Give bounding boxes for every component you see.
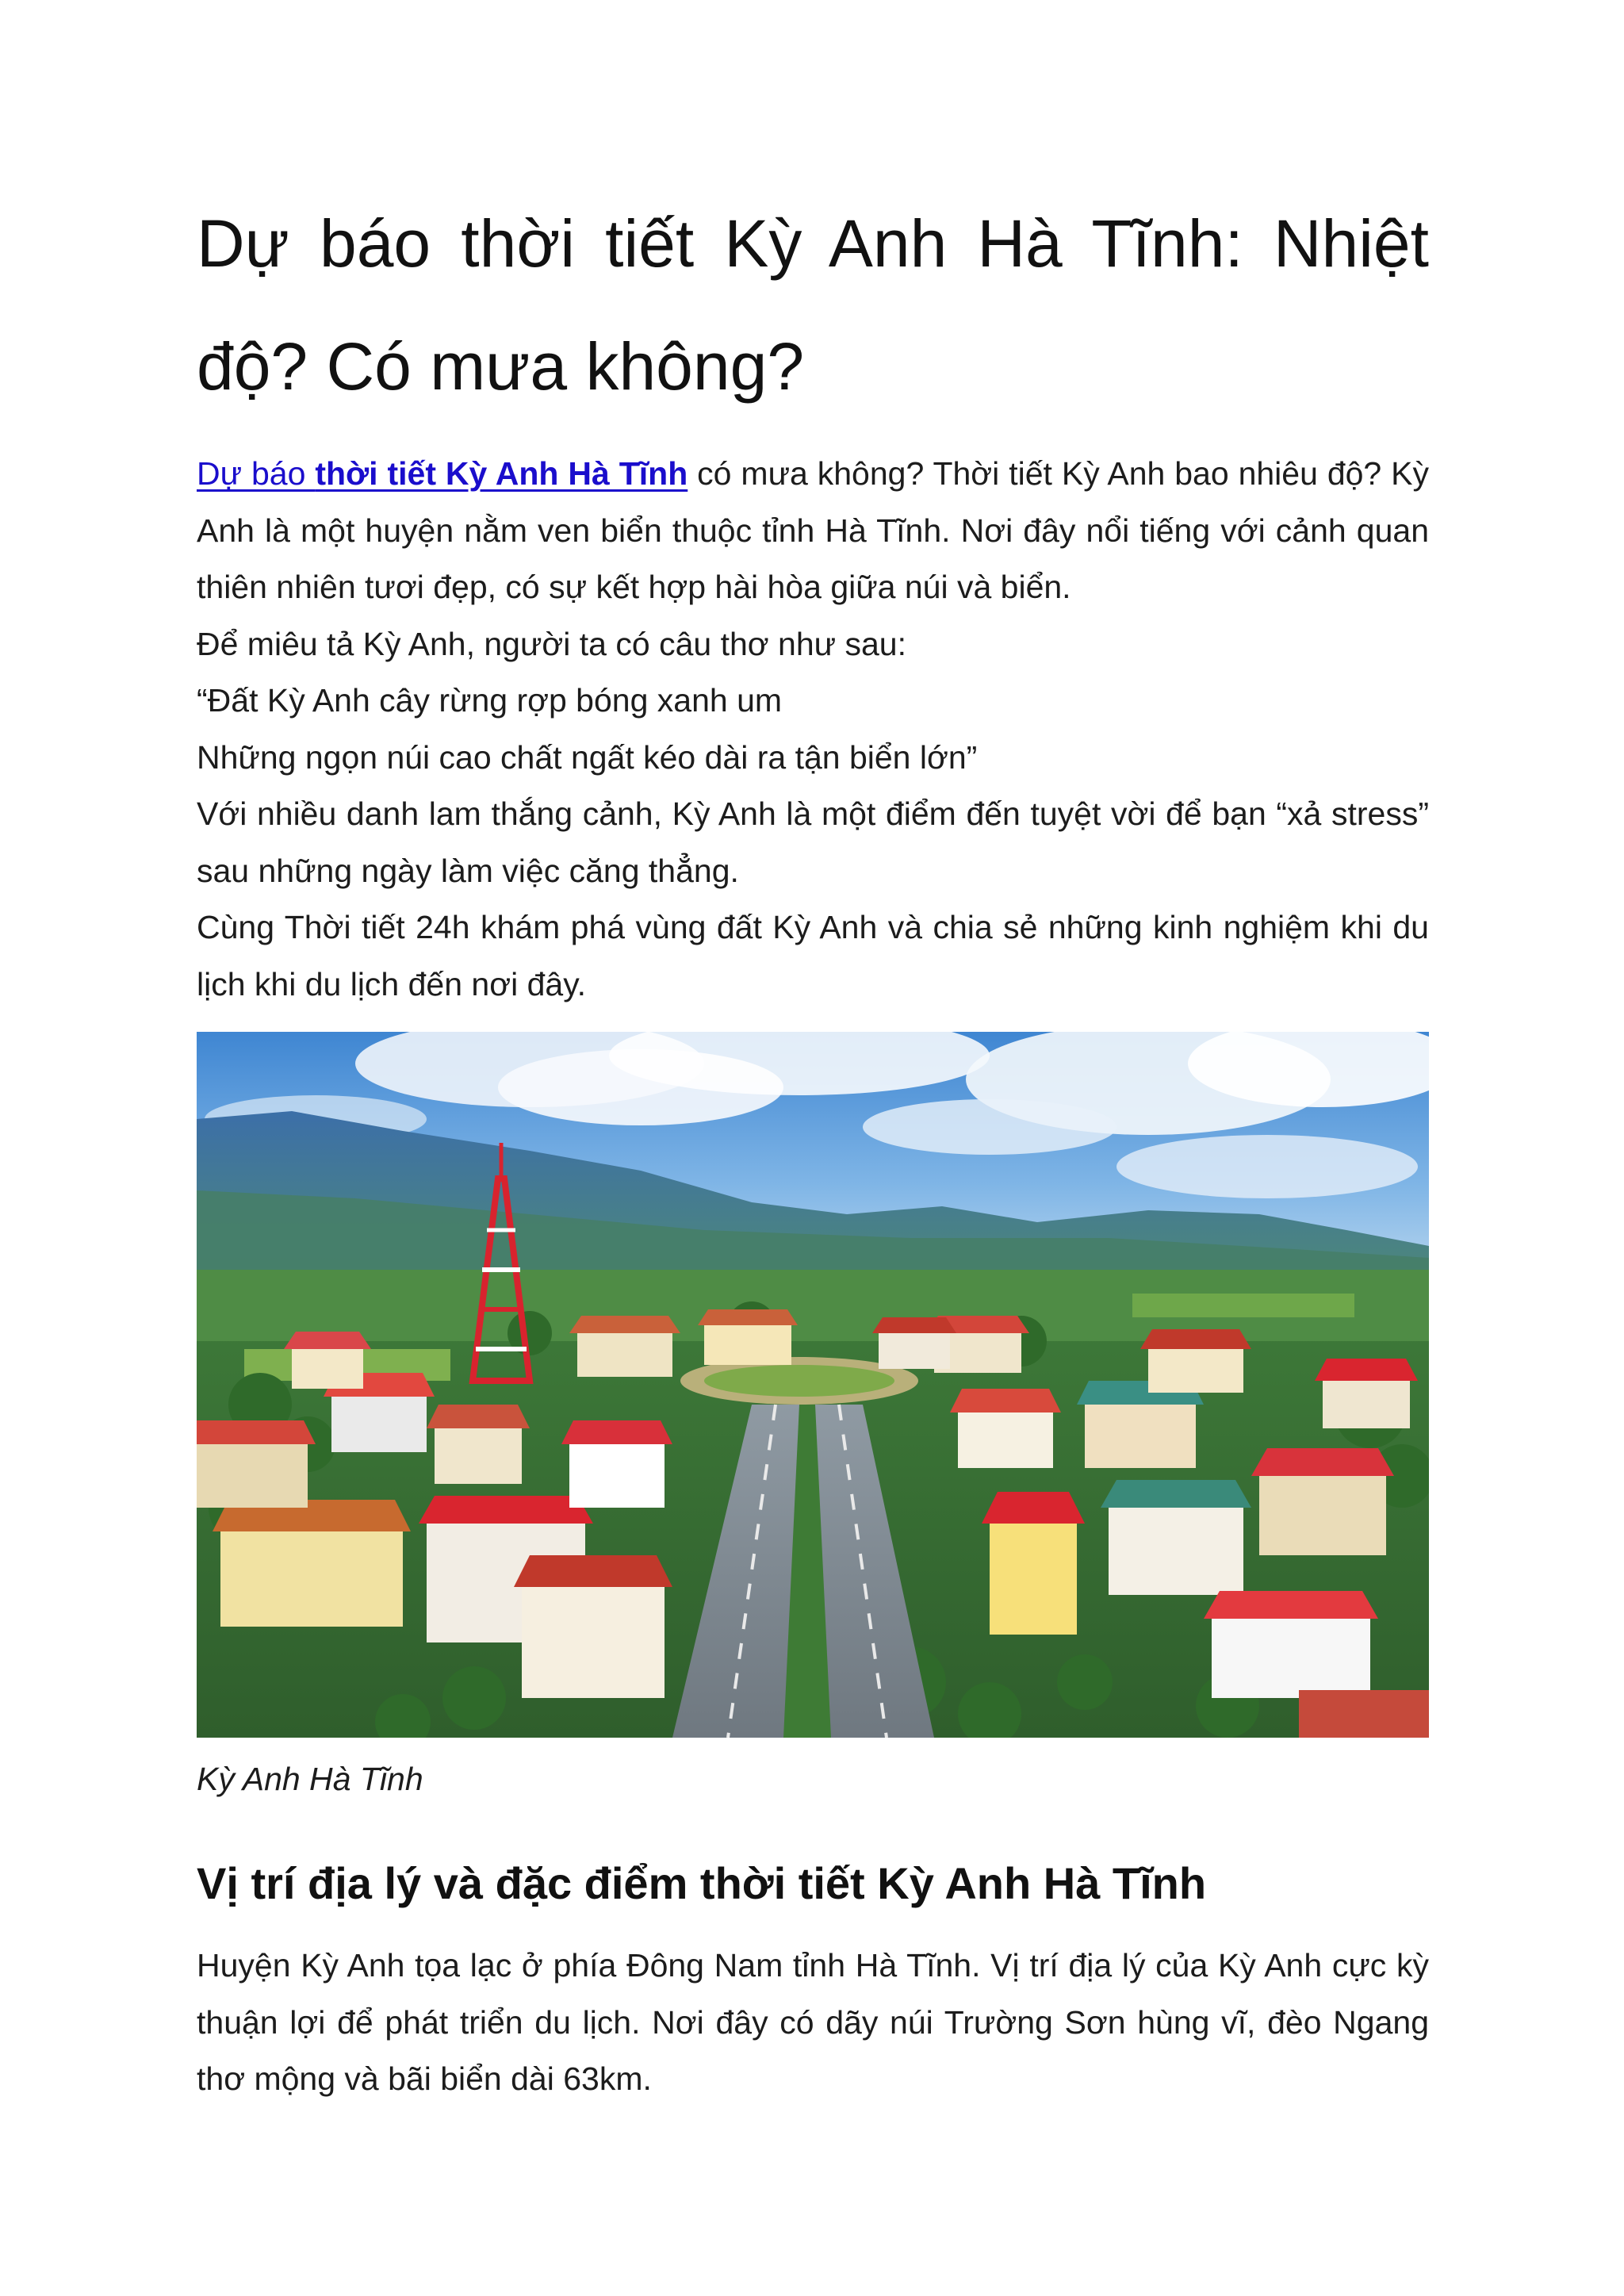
section-body: Huyện Kỳ Anh tọa lạc ở phía Đông Nam tỉnh Hà Tĩnh. Vị trí địa lý của Kỳ Anh cực kỳ thuận lợi để phát triển du lịch. Nơi đây có dãy núi Trường Sơn hùng vĩ, đèo Ngang thơ mộng và bãi biển dài 63km. [197, 1947, 1429, 2097]
paragraph-describe: Để miêu tả Kỳ Anh, người ta có câu thơ như sau: [197, 625, 906, 662]
intro-link[interactable] [197, 455, 688, 492]
paragraph-destination: Với nhiều danh lam thắng cảnh, Kỳ Anh là một điểm đến tuyệt vời để bạn “xả stress” sau những ngày làm việc căng thẳng. [197, 795, 1429, 889]
intro-link-bold: thời tiết Kỳ Anh Hà Tĩnh [315, 455, 688, 492]
image-caption: Kỳ Anh Hà Tĩnh [197, 1761, 423, 1797]
town-aerial-photo [197, 1032, 1429, 1738]
article [197, 182, 1429, 2141]
intro-paragraph [197, 446, 1429, 616]
section-heading: Vị trí địa lý và đặc điểm thời tiết Kỳ Anh Hà Tĩnh [197, 1858, 1207, 1908]
article-intro [197, 446, 1429, 1013]
article-title: Dự báo thời tiết Kỳ Anh Hà Tĩnh: Nhiệt độ? Có mưa không? [197, 206, 1429, 404]
poem-line-1: “Đất Kỳ Anh cây rừng rợp bóng xanh um [197, 682, 783, 719]
intro-rest: có mưa không? Thời tiết Kỳ Anh bao nhiêu độ? Kỳ Anh là một huyện nằm ven biển thuộc tỉnh Hà Tĩnh. Nơi đây nổi tiếng với cảnh quan thiên nhiên tươi đẹp, có sự kết hợp hài hòa giữa núi và biển. [197, 455, 1430, 605]
poem-line-2: Những ngọn núi cao chất ngất kéo dài ra tận biển lớn” [197, 738, 978, 776]
paragraph-explore: Cùng Thời tiết 24h khám phá vùng đất Kỳ Anh và chia sẻ những kinh nghiệm khi du lịch khi du lịch đến nơi đây. [197, 909, 1429, 1002]
intro-link-plain: Dự báo [197, 455, 316, 492]
